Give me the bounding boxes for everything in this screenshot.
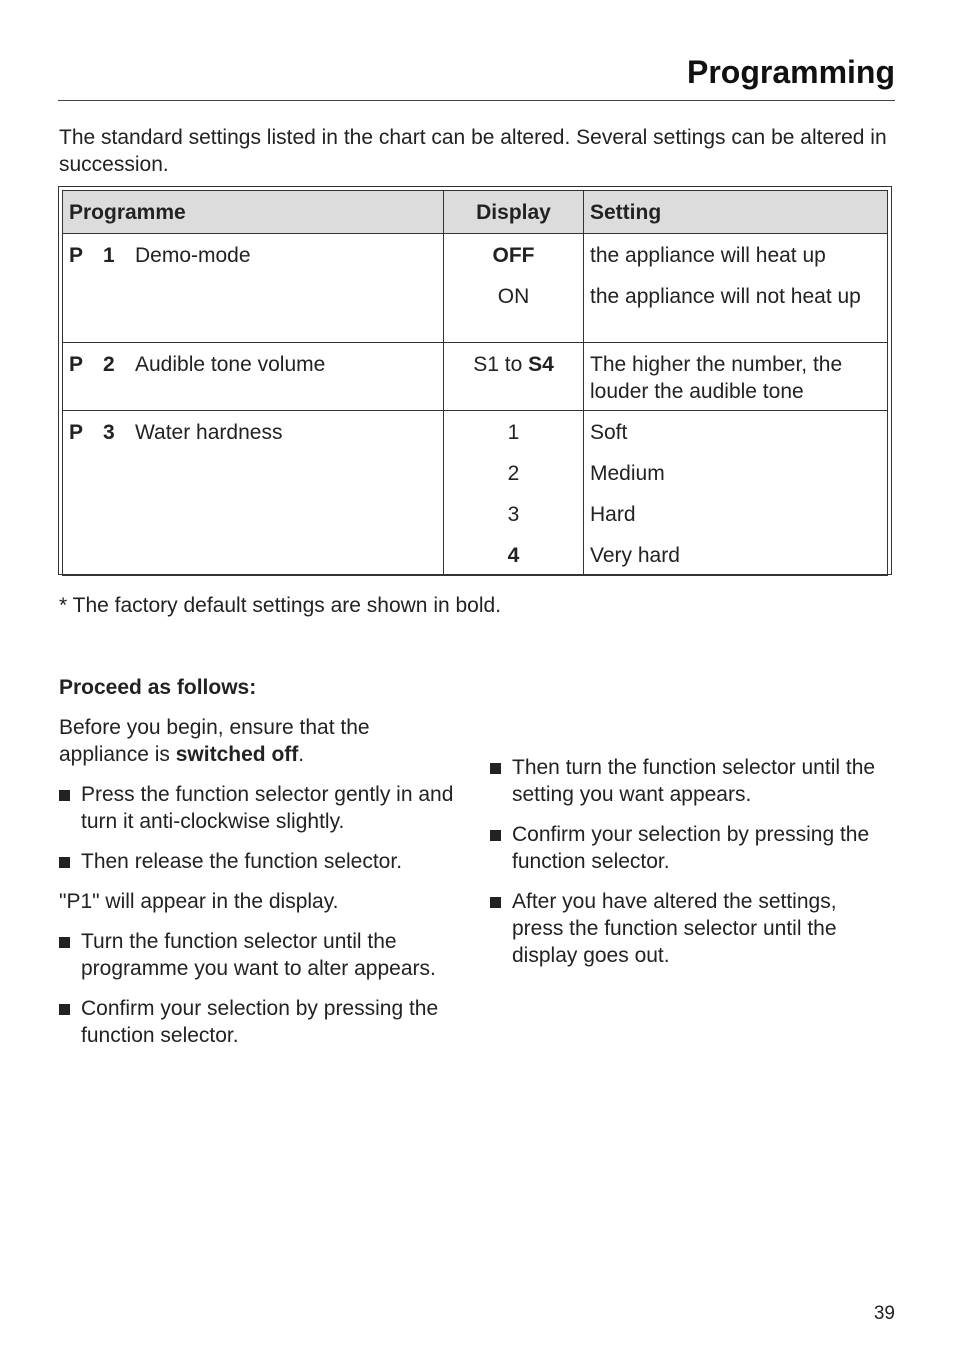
setting-value: the appliance will heat up — [590, 244, 826, 267]
procedure-left-column — [59, 674, 459, 1062]
page-number: 39 — [873, 1303, 895, 1324]
header-programme: Programme — [63, 191, 444, 234]
procedure-right-column — [490, 754, 890, 982]
display-value: OFF — [492, 244, 535, 267]
header-divider — [58, 100, 895, 101]
square-bullet-icon — [490, 763, 501, 774]
table-row — [63, 411, 888, 576]
setting-value: the appliance will not heat up — [590, 285, 861, 308]
square-bullet-icon — [490, 830, 501, 841]
list-item — [59, 848, 459, 875]
step-text: Confirm your selection by pressing the function selector. — [512, 823, 870, 873]
setting-cell — [584, 411, 888, 576]
list-item — [59, 781, 459, 835]
display-value — [444, 343, 583, 384]
display-cell — [444, 343, 584, 411]
list-item — [59, 928, 459, 982]
display-value: 2 — [507, 462, 520, 485]
procedure-heading: Proceed as follows: — [59, 676, 257, 699]
precondition-text: Before you begin, ensure that the appliance is — [59, 716, 370, 766]
programme-cell — [63, 343, 444, 411]
setting-value: Soft — [590, 421, 628, 444]
display-cell — [444, 234, 584, 343]
page-title: Programming — [686, 54, 895, 90]
list-item — [490, 821, 890, 875]
steps-list-c — [490, 754, 890, 969]
step-text: Turn the function selector until the programme you want to alter appears. — [81, 930, 436, 980]
programme-name: Water hardness — [135, 421, 283, 444]
setting-value: The higher the number, the louder the audible tone — [590, 353, 843, 403]
square-bullet-icon — [59, 937, 70, 948]
setting-value: Medium — [590, 462, 665, 485]
settings-table-frame — [58, 186, 892, 575]
header-setting: Setting — [584, 191, 888, 234]
display-cell — [444, 411, 584, 576]
step-text: Confirm your selection by pressing the function selector. — [81, 997, 439, 1047]
header-display: Display — [444, 191, 584, 234]
programme-number: 1 — [103, 244, 115, 267]
table-row — [63, 234, 888, 343]
footnote: * The factory default settings are shown in bold. — [59, 594, 502, 617]
setting-value: Hard — [590, 503, 636, 526]
programme-number: 3 — [103, 421, 115, 444]
setting-value: Very hard — [590, 544, 680, 567]
display-value: 3 — [507, 503, 520, 526]
setting-cell — [584, 234, 888, 343]
square-bullet-icon — [59, 1004, 70, 1015]
table-row — [63, 343, 888, 411]
precondition-end: . — [298, 743, 305, 766]
step-text: Then release the function selector. — [81, 850, 403, 873]
programme-name: Audible tone volume — [135, 353, 326, 376]
list-item — [59, 995, 459, 1049]
square-bullet-icon — [59, 790, 70, 801]
precondition-emphasis: switched off — [175, 743, 299, 766]
setting-cell — [584, 343, 888, 411]
settings-table — [62, 190, 888, 576]
programme-cell — [63, 411, 444, 576]
intro-paragraph: The standard settings listed in the chart can be altered. Several settings can be altered in succession. — [59, 126, 887, 176]
list-item — [490, 754, 890, 808]
step-text: After you have altered the settings, press the function selector until the display goes out. — [512, 890, 837, 967]
programme-letter: P — [69, 353, 84, 376]
programme-cell — [63, 234, 444, 343]
display-value: ON — [497, 285, 530, 308]
step-text: Then turn the function selector until the setting you want appears. — [512, 756, 876, 806]
precondition-paragraph — [59, 714, 459, 768]
display-value: 4 — [507, 544, 520, 567]
display-value: 1 — [507, 421, 520, 444]
steps-list-b — [59, 928, 459, 1049]
square-bullet-icon — [59, 857, 70, 868]
steps-list-a — [59, 781, 459, 875]
display-range-default: S4 — [528, 353, 554, 376]
table-header-row — [63, 191, 888, 234]
programme-letter: P — [69, 421, 84, 444]
programme-number: 2 — [103, 353, 115, 376]
step-text: Press the function selector gently in and turn it anti-clockwise slightly. — [81, 783, 454, 833]
programme-name: Demo-mode — [135, 244, 251, 267]
programme-letter: P — [69, 244, 84, 267]
square-bullet-icon — [490, 897, 501, 908]
list-item — [490, 888, 890, 969]
display-range-text: S1 to — [473, 353, 529, 376]
display-note: "P1" will appear in the display. — [59, 890, 339, 913]
